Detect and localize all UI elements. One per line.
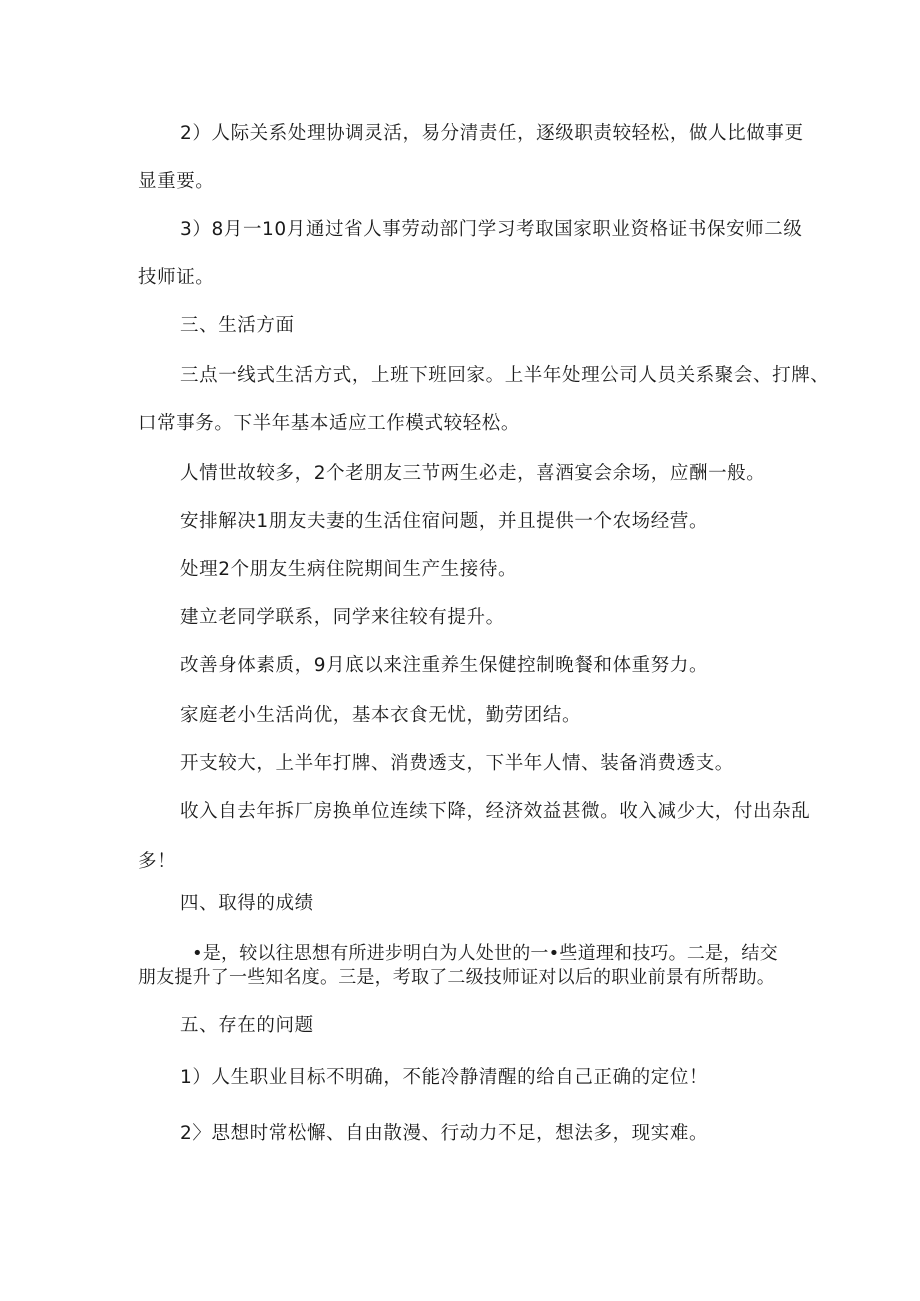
item2-line1: 2）人际关系处理协调灵活，易分清责任，逐级职责较轻松，做人比做事更 [180, 123, 804, 144]
income-line2: 多！ [138, 851, 177, 872]
achievements-line1: •是，较以往思想有所进步明白为人处世的一•些道理和技巧。二是，结交 [192, 943, 778, 964]
section3-para1-line2: 口常事务。下半年基本适应工作模式较轻松。 [138, 413, 521, 434]
section3-heading: 三、生活方面 [180, 315, 295, 336]
life-item: 处理2个朋友生病住院期间生产生接待。 [180, 559, 518, 580]
income-line1: 收入自去年拆厂房换单位连续下降，经济效益甚微。收入减少大，付出杂乱 [180, 801, 811, 822]
life-item: 建立老同学联系，同学来往较有提升。 [180, 607, 505, 628]
section5-heading: 五、存在的问题 [180, 1015, 314, 1036]
life-item: 人情世故较多，2个老朋友三节两生必走，喜酒宴会余场，应酬一般。 [180, 463, 766, 484]
section4-heading: 四、取得的成绩 [180, 893, 314, 914]
item3-line2: 技师证。 [138, 267, 215, 288]
life-item: 开支较大，上半年打牌、消费透支，下半年人情、装备消费透支。 [180, 753, 734, 774]
life-item: 改善身体素质，9月底以来注重养生保健控制晚餐和体重努力。 [180, 655, 709, 676]
section3-para1-line1: 三点一线式生活方式，上班下班回家。上半年处理公司人员关系聚会、打牌、 [180, 365, 830, 386]
achievements-line2: 朋友提升了一些知名度。三是，考取了二级技师证对以后的职业前景有所帮助。 [138, 967, 775, 988]
item2-line2: 显重要。 [138, 171, 215, 192]
item3-line1: 3）8月一10月通过省人事劳动部门学习考取国家职业资格证书保安师二级 [180, 219, 803, 240]
life-item: 家庭老小生活尚优，基本衣食无忧，勤劳团结。 [180, 705, 582, 726]
problem-item-1: 1）人生职业目标不明确，不能冷静清醒的给自己正确的定位！ [180, 1067, 709, 1088]
life-item: 安排解决1朋友夫妻的生活住宿问题，并且提供一个农场经营。 [180, 511, 709, 532]
problem-item-2: 2〉思想时常松懈、自由散漫、行动力不足，想法多，现实难。 [180, 1123, 709, 1144]
